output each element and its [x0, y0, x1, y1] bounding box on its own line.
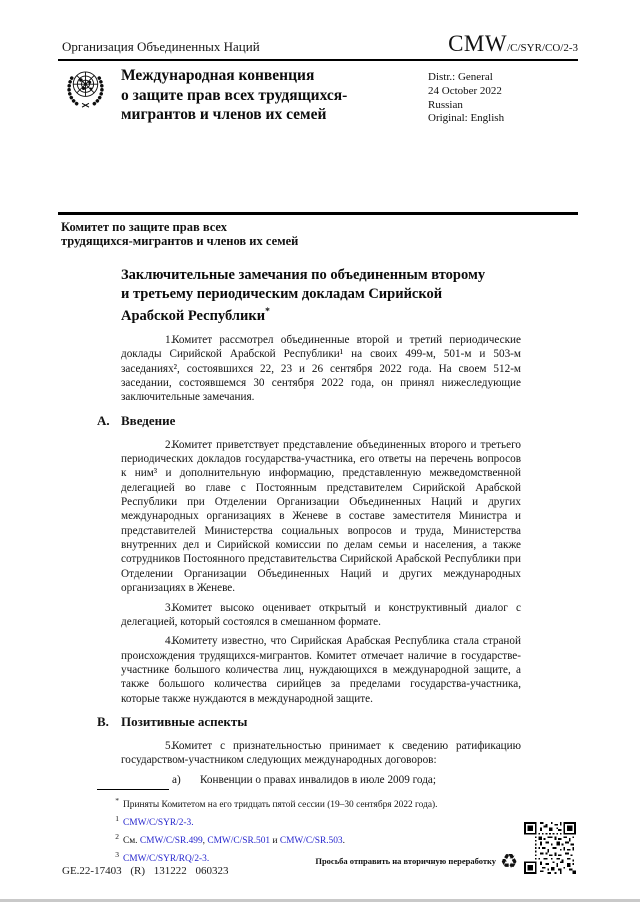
document-title-line: Арабской Республики* [121, 307, 270, 325]
document-title-line: и третьему периодическим докладам Сирийской [121, 285, 443, 302]
recycle-notice [315, 851, 518, 871]
title-footnote-marker: * [265, 307, 270, 318]
distr-line: Distr.: General [428, 71, 493, 83]
paragraph-2: 2.Комитет приветствует представление объединенных второго и третьего периодических докладов государства-участника, его ответы на перечень вопросов к ним³ и дополнительную информацию, представленную межведомственной делегацией во главе с Постоянным представителем Сирийской Арабской Республики при Отделении Организации Объединенных Наций и других международных организациях в Женеве в составе заместителя Министра и представителей Министерства социальных вопросов и труда, Министерства внутренних дел и Сирийской комиссии по делам семьи и населения, а также сотрудников Постоянного представительства Сирийской Арабской Республики при Отделении Организации Объединенных Наций и других международных организациях в Женеве. [121, 438, 521, 595]
committee-name-line: Комитет по защите прав всех [61, 220, 227, 234]
paragraph-number: 5. [165, 739, 174, 752]
document-title [121, 266, 541, 326]
footnote-separator [97, 789, 169, 790]
footnote-marker: * [115, 796, 119, 805]
footnote-link[interactable]: CMW/C/SYR/2-3. [123, 818, 194, 829]
section-title: Позитивные аспекты [121, 713, 248, 729]
footnote-link[interactable]: CMW/C/SYR/RQ/2-3. [123, 854, 210, 865]
section-divider-rule [58, 212, 578, 215]
convention-title [121, 66, 347, 125]
page-bottom-edge [0, 899, 640, 902]
list-item-a: a) Конвенции о правах инвалидов в июле 2009 года; [172, 773, 436, 786]
recycle-notice-text: Просьба отправить на вторичную переработку [315, 856, 497, 866]
committee-name-line: трудящихся-мигрантов и членов их семей [61, 233, 299, 248]
footnote-marker: 2 [115, 832, 119, 842]
convention-title-line: Международная конвенция [121, 67, 315, 84]
footnote-link[interactable]: CMW/C/SR.501 [207, 836, 271, 847]
distribution-block [428, 71, 504, 126]
footnote-star: * Приняты Комитетом на его тридцать пятой сессии (19–30 сентября 2022 года). [97, 794, 477, 812]
distr-line: Russian [428, 98, 463, 111]
distr-line: Original: English [428, 112, 505, 125]
footnote-marker: 3 [115, 850, 119, 860]
paragraph-number: 3. [165, 601, 174, 614]
paragraph-number: 2. [165, 438, 174, 451]
document-symbol [448, 31, 578, 57]
list-item-marker: a) [172, 773, 181, 786]
distr-line: 24 October 2022 [428, 84, 502, 97]
section-heading-a [97, 413, 521, 428]
body-text [97, 333, 521, 787]
paragraph-3: 3.Комитет высоко оценивает открытый и конструктивный диалог с делегацией, который состоялся в смешанном формате. [121, 601, 521, 628]
paragraph-1: 1.Комитет рассмотрел объединенные второй и третий периодические доклады Сирийской Арабской Республики¹ на своих 499-м, 501-м и 503-м заседаниях², состоявшихся 22, 23 и 26 сентября 2022 года. На своем 512-м заседании, состоявшемся 30 сентября 2022 года, он принял нижеследующие заключительные замечания. [121, 334, 521, 404]
document-symbol-main: CMW [448, 31, 508, 56]
header-org-name: Организация Объединенных Наций [62, 39, 260, 54]
paragraph-number: 1. [165, 334, 174, 346]
convention-title-line: мигрантов и членов их семей [121, 106, 327, 123]
footnote-marker: 1 [115, 814, 119, 824]
footer-ge-number: GE.22-17403 (R) 131222 060323 [62, 865, 229, 877]
document-title-line: Заключительные замечания по объединенным второму [121, 267, 486, 283]
un-emblem-icon [61, 63, 110, 118]
section-letter: A. [97, 412, 110, 428]
paragraph-4: 4.Комитету известно, что Сирийская Арабская Республика стала страной происхождения трудящихся-мигрантов. Комитет отмечает наличие в государстве-участнике большого количества лиц, нуждающихся в международной защите, а также большого количества сирийцев за пределами государства-участника, которые также нуждаются в международной защите. [121, 635, 521, 705]
section-letter: B. [97, 713, 109, 729]
footnote-link[interactable]: CMW/C/SR.499 [139, 836, 203, 847]
footnote-2: $^2$ См. CMW/C/SR.499, CMW/C/SR.501 и CMW/C/SR.503. [97, 830, 477, 848]
committee-name [61, 221, 298, 249]
recycle-icon: ♻ [500, 849, 518, 873]
section-heading-b [97, 714, 521, 729]
header-rule [58, 59, 578, 61]
section-title: Введение [121, 412, 176, 428]
paragraph-number: 4. [165, 635, 174, 648]
document-symbol-suffix: /C/SYR/CO/2-3 [507, 42, 578, 54]
qr-code [523, 822, 577, 879]
footnote-1 [97, 812, 477, 830]
paragraph-5: 5.Комитет с признательностью принимает к сведению ратификацию государством-участником следующих международных договоров: [121, 739, 521, 767]
footnote-link[interactable]: CMW/C/SR.503 [279, 836, 343, 847]
convention-title-line: о защите прав всех трудящихся- [121, 86, 348, 104]
